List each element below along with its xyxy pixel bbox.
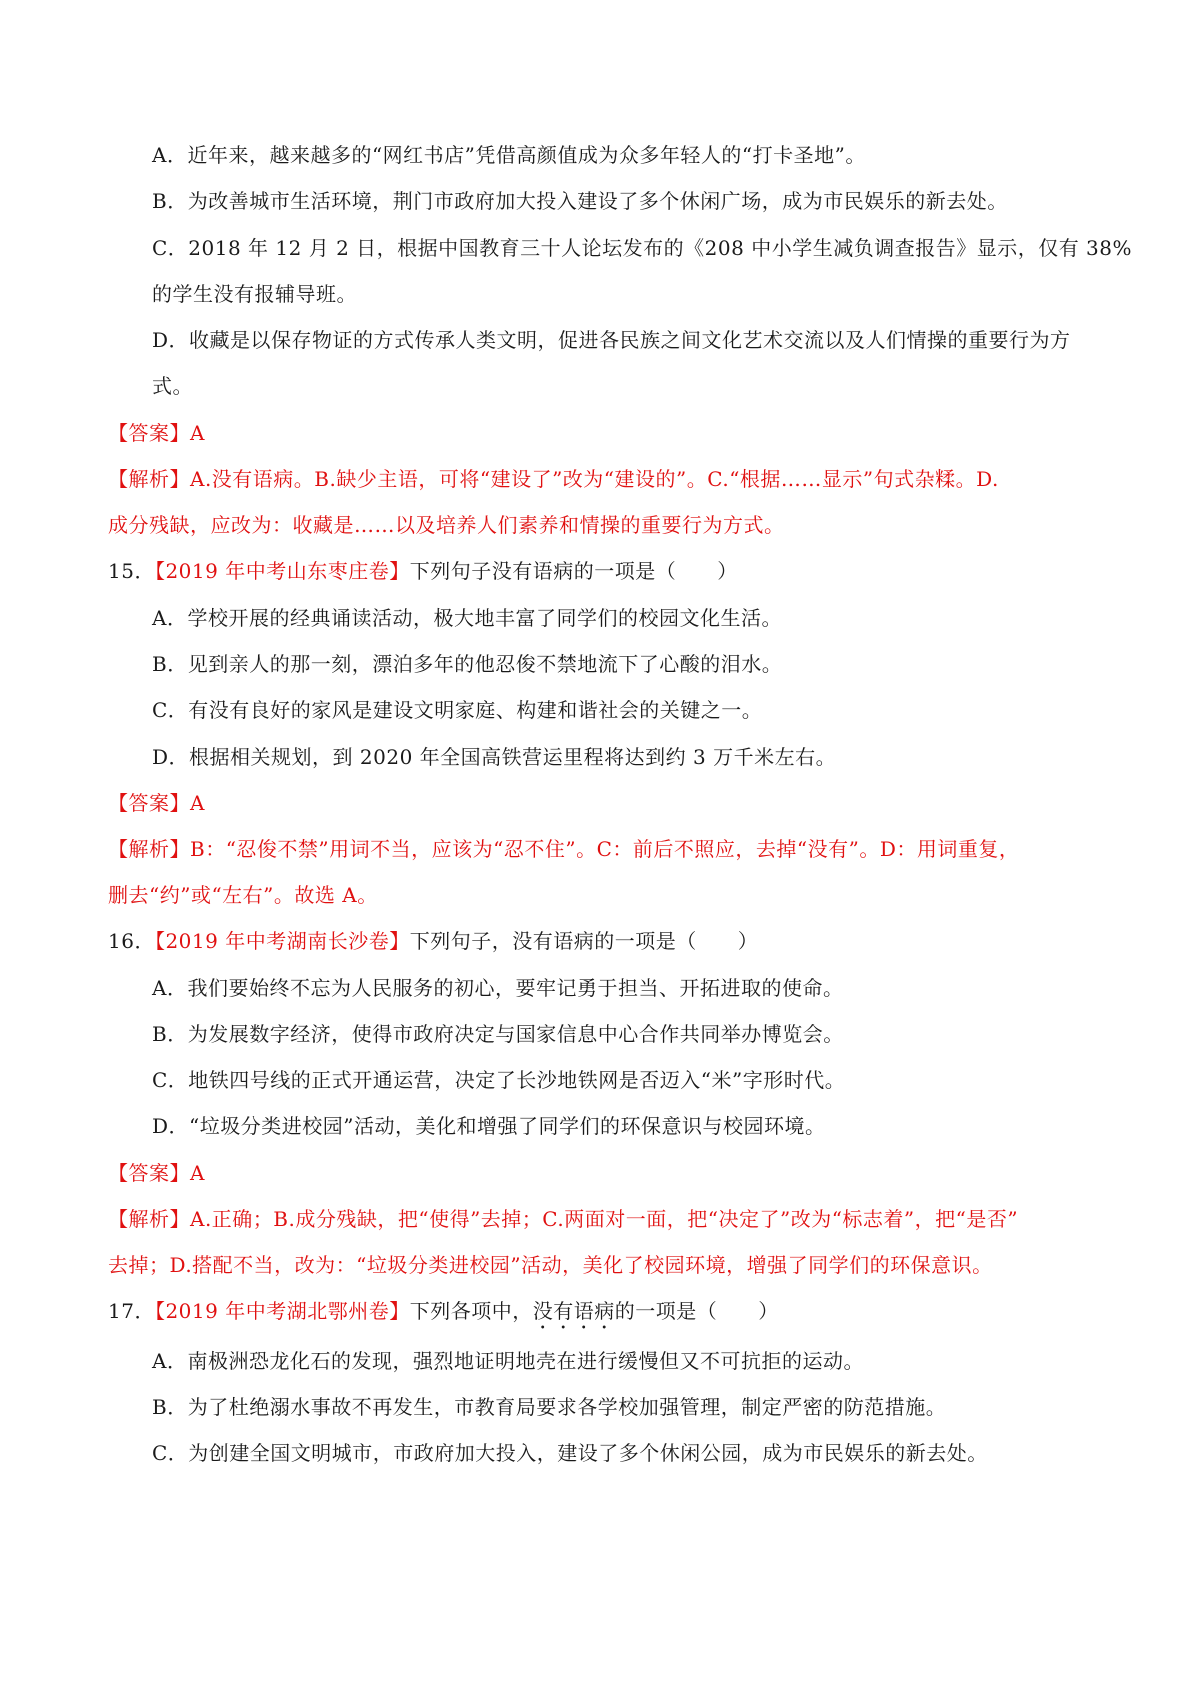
q17-option-b: B．为了杜绝溺水事故不再发生，市教育局要求各学校加强管理，制定严密的防范措施。 xyxy=(152,1395,947,1419)
q14-answer: 【答案】A xyxy=(108,421,205,445)
q15-option-b: B．见到亲人的那一刻，漂泊多年的他忍俊不禁地流下了心酸的泪水。 xyxy=(152,652,783,676)
q17-source: 【2019 年中考湖北鄂州卷】 xyxy=(154,1299,410,1323)
q16-number: 16． xyxy=(108,929,155,953)
q17-emphasized-text: 没有语病 xyxy=(532,1299,615,1323)
q16-option-a: A．我们要始终不忘为人民服务的初心，要牢记勇于担当、开拓进取的使命。 xyxy=(152,976,844,1000)
q16-source: 【2019 年中考湖南长沙卷】 xyxy=(154,929,410,953)
q14-analysis-line2: 成分残缺，应改为：收藏是……以及培养人们素养和情操的重要行为方式。 xyxy=(108,513,785,537)
q17-question-post: 的一项是（ ） xyxy=(614,1299,779,1323)
q14-option-c-line1: C．2018 年 12 月 2 日，根据中国教育三十人论坛发布的《208 中小学生减负调查报告》显示，仅有 38% xyxy=(152,236,1133,260)
q16-analysis-line1: 【解析】A.正确；B.成分残缺，把“使得”去掉；C.两面对一面，把“决定了”改为“标志着”，把“是否” xyxy=(108,1207,1019,1231)
q14-analysis-line1: 【解析】A.没有语病。B.缺少主语，可将“建设了”改为“建设的”。C.“根据……显示”句式杂糅。D. xyxy=(108,467,999,491)
q16-question: 下列句子，没有语病的一项是（ ） xyxy=(409,929,759,953)
q17-option-a: A．南极洲恐龙化石的发现，强烈地证明地壳在进行缓慢但又不可抗拒的运动。 xyxy=(152,1349,864,1373)
q15-answer: 【答案】A xyxy=(108,791,205,815)
q14-option-c-line2: 的学生没有报辅导班。 xyxy=(152,282,357,306)
q15-source: 【2019 年中考山东枣庄卷】 xyxy=(154,559,410,583)
q14-option-d-line2: 式。 xyxy=(152,374,193,398)
q14-option-a: A．近年来，越来越多的“网红书店”凭借高颜值成为众多年轻人的“打卡圣地”。 xyxy=(152,143,866,167)
q14-option-b: B．为改善城市生活环境，荆门市政府加大投入建设了多个休闲广场，成为市民娱乐的新去处。 xyxy=(152,189,1008,213)
q16-option-b: B．为发展数字经济，使得市政府决定与国家信息中心合作共同举办博览会。 xyxy=(152,1022,844,1046)
q15-stem xyxy=(108,556,738,586)
q15-analysis-line1: 【解析】B：“忍俊不禁”用词不当，应该为“忍不住”。C：前后不照应，去掉“没有”。D：用词重复， xyxy=(108,837,1020,861)
q15-option-c: C．有没有良好的家风是建设文明家庭、构建和谐社会的关键之一。 xyxy=(152,698,763,722)
q15-number: 15． xyxy=(108,559,155,583)
q16-option-d: D．“垃圾分类进校园”活动，美化和增强了同学们的环保意识与校园环境。 xyxy=(152,1114,826,1138)
q14-option-d-line1: D．收藏是以保存物证的方式传承人类文明，促进各民族之间文化艺术交流以及人们情操的重要行为方 xyxy=(152,328,1071,352)
q17-option-c: C．为创建全国文明城市，市政府加大投入，建设了多个休闲公园，成为市民娱乐的新去处。 xyxy=(152,1441,988,1465)
q15-question: 下列句子没有语病的一项是（ ） xyxy=(409,559,738,583)
q16-stem xyxy=(108,926,758,956)
q17-number: 17． xyxy=(108,1299,155,1323)
q17-question-pre: 下列各项中， xyxy=(409,1299,533,1323)
q16-option-c: C．地铁四号线的正式开通运营，决定了长沙地铁网是否迈入“米”字形时代。 xyxy=(152,1068,846,1092)
q16-answer: 【答案】A xyxy=(108,1161,205,1185)
q15-option-a: A．学校开展的经典诵读活动，极大地丰富了同学们的校园文化生活。 xyxy=(152,606,782,630)
q15-analysis-line2: 删去“约”或“左右”。故选 A。 xyxy=(108,883,378,907)
q16-analysis-line2: 去掉；D.搭配不当，改为：“垃圾分类进校园”活动，美化了校园环境，增强了同学们的环保意识。 xyxy=(108,1253,993,1277)
q17-stem xyxy=(108,1296,779,1334)
q15-option-d: D．根据相关规划，到 2020 年全国高铁营运里程将达到约 3 万千米左右。 xyxy=(152,745,837,769)
